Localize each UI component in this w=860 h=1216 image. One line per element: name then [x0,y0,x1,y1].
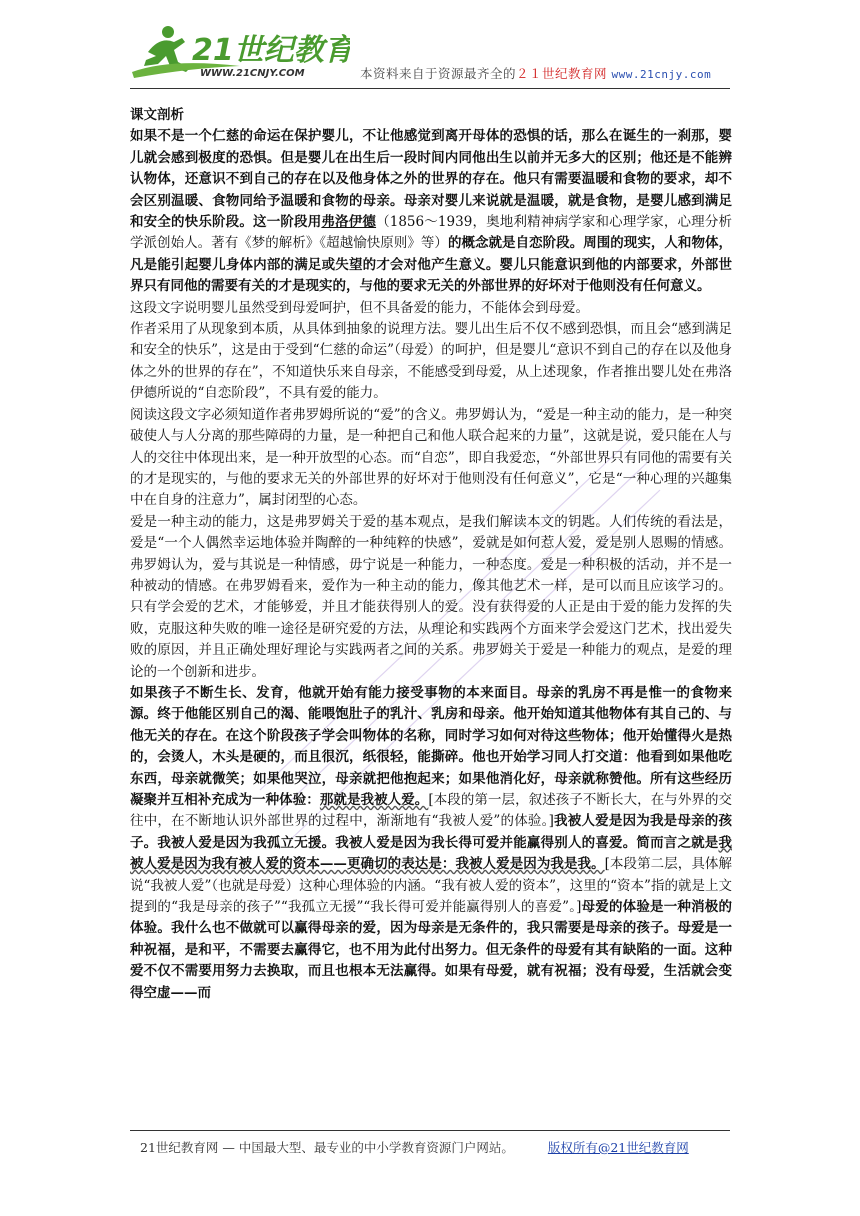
wavy-sentence-1: 那就是我被人爱。 [319,792,429,808]
header-source [360,64,711,82]
footer-left: 21世纪教育网 — 中国最大型、最专业的中小学教育资源门户网站。 [140,1140,514,1155]
paragraph-2: 这段文字说明婴儿虽然受到母爱呵护，但不具备爱的能力，不能体会到母爱。 [130,299,589,316]
paragraph-6: 如果孩子不断生长、发育，他就开始有能力接受事物的本来面目。母亲的乳房不再是惟一的食物来源。终于他能区别自己的渴、能喂饱肚子的乳汁、乳房和母亲。他开始知道其他物体有其自己的、与他无关的存在。在这个阶段孩子学会叫物体的名称，同时学习如何对待这些物体；他开始懂得火是热的，会烫人，木头是硬的，而且很沉，纸很轻，能撕碎。他也开始学习同人打交道：他看到如果他吃东西，母亲就微笑；如果他哭泣，母亲就把他抱起来；如果他消化好，母亲就称赞他。所有这些经历凝聚并互相补充成为一种体验：那就是我被人爱。[本段的第一层，叙述孩子不断长大，在与外界的交往中，在不断地认识外部世界的过程中，渐渐地有“我被人爱”的体验。]我被人爱是因为我是母亲的孩子。我被人爱是因为我孤立无援。我被人爱是因为我长得可爱并能赢得别人的喜爱。简而言之就是我被人爱是因为我有被人爱的资本——更确切的表达是：我被人爱是因为我是我。[本段第二层，具体解说“我被人爱”（也就是母爱）这种心理体验的内涵。“我有被人爱的资本”，这里的“资本”指的就是上文提到的“我是母亲的孩子”“我孤立无援”“我长得可爱并能赢得别人的喜爱”。]母爱的体验是一种消极的体验。我什么也不做就可以赢得母亲的爱，因为母亲是无条件的，我只需要是母亲的孩子。母爱是一种祝福，是和平，不需要去赢得它，也不用为此付出努力。但无条件的母爱有其有缺陷的一面。这种爱不仅不需要用努力去换取，而且也根本无法赢得。如果有母爱，就有祝福；没有母爱，生活就会变得空虚——而 [130,684,733,1001]
site-logo[interactable] [130,22,350,82]
footer-divider [130,1130,730,1131]
section-title: 课文剖析 [130,107,184,123]
paragraph-1: 如果不是一个仁慈的命运在保护婴儿，不让他感觉到离开母体的恐惧的话，那么在诞生的一刹那，婴儿就会感到极度的恐惧。但是婴儿在出生后一段时间内同他出生以前并无多大的区别；他还是不能辨认物体，还意识不到自己的存在以及他身体之外的世界的存在。他只有需要温暖和食物的要求，却不会区别温暖、食物同给予温暖和食物的母亲。母亲对婴儿来说就是温暖，就是食物，是婴儿感到满足和安全的快乐阶段。这一阶段用弗洛伊德（1856～1939，奥地利精神病学家和心理学家，心理分析学派创始人。著有《梦的解析》《超越愉快原则》等）的概念就是自恋阶段。周围的现实，人和物体，凡是能引起婴儿身体内部的满足或失望的才会对他产生意义。婴儿只能意识到他的内部要求，外部世界只有同他的需要有关的才是现实的，与他的要求无关的外部世界的好坏对于他则没有任何意义。 [130,128,733,295]
paragraph-5: 爱是一种主动的能力，这是弗罗姆关于爱的基本观点，是我们解读本文的钥匙。人们传统的看法是，爱是“一个人偶然幸运地体验并陶醉的一种纯粹的快感”，爱就是如何惹人爱，爱是别人恩赐的情感。弗罗姆认为，爱与其说是一种情感，毋宁说是一种能力，一种态度。爱是一种积极的活动，并不是一种被动的情感。在弗罗姆看来，爱作为一种主动的能力，像其他艺术一样，是可以而且应该学习的。只有学会爱的艺术，才能够爱，并且才能获得别人的爱。没有获得爱的人正是由于爱的能力发挥的失败，克服这种失败的唯一途径是研究爱的方法，从理论和实践两个方面来学会爱这门艺术，找出爱失败的原因，并且正确处理好理论与实践两者之间的关系。弗罗姆关于爱是一种能力的观点，是爱的理论的一个创新和进步。 [130,513,732,680]
logo-url: WWW.21CNJY.COM [200,68,305,79]
paragraph-4: 阅读这段文字必须知道作者弗罗姆所说的“爱”的含义。弗罗姆认为，“爱是一种主动的能力，是一种突破使人与人分离的那些障碍的力量，是一种把自己和他人联合起来的力量”，这就是说，爱只能在人与人的交往中体现出来，是一种开放型的心态。而“自恋”，即自我爱恋，“外部世界只有同他的需要有关的才是现实的，与他的要求无关的外部世界的好坏对于他则没有任何意义”，它是“一种心理的兴趣集中在自身的注意力”，属封闭型的心态。 [130,406,732,509]
logo-text: 21世纪教育 [192,33,350,68]
paragraph-3: 作者采用了从现象到本质，从具体到抽象的说理方法。婴儿出生后不仅不感到恐惧，而且会“感到满足和安全的快乐”，这是由于受到“仁慈的命运”（母爱）的呵护，但是婴儿“意识不到自己的存在以及他身体之外的世界的存在”，不知道快乐来自母亲，不能感受到母爱，从上述现象，作者推出婴儿处在弗洛伊德所说的“自恋阶段”，不具有爱的能力。 [130,321,732,402]
copyright-link[interactable]: 版权所有@21世纪教育网 [547,1140,689,1155]
source-prefix: 本资料来自于资源最齐全的 [360,66,517,81]
wavy-sentence-2: 我被人爱是因为我有被人爱的资本——更确切的表达是：我被人爱是因为我是我。 [130,834,732,873]
article-body [130,105,732,1004]
source-url[interactable]: www.21cnjy.com [611,68,712,81]
annotation-1: [本段的第一层，叙述孩子不断长大，在与外界的交往中，在不断地认识外部世界的过程中，渐渐地有“我被人爱”的体验。] [130,792,733,830]
header-divider [130,88,730,89]
source-site[interactable]: ２１世纪教育网 [516,66,608,81]
annotation-2: [本段第二层，具体解说“我被人爱”（也就是母爱）这种心理体验的内涵。“我有被人爱的资本”，这里的“资本”指的就是上文提到的“我是母亲的孩子”“我孤立无援”“我长得可爱并能赢得别人的喜爱”。] [130,856,732,916]
page-header [130,22,730,90]
page-footer [140,1138,689,1156]
freud-name: 弗洛伊德 [321,214,377,231]
freud-note: （1856～1939，奥地利精神病学家和心理学家，心理分析学派创始人。著有《梦的解析》《超越愉快原则》等） [130,214,733,252]
